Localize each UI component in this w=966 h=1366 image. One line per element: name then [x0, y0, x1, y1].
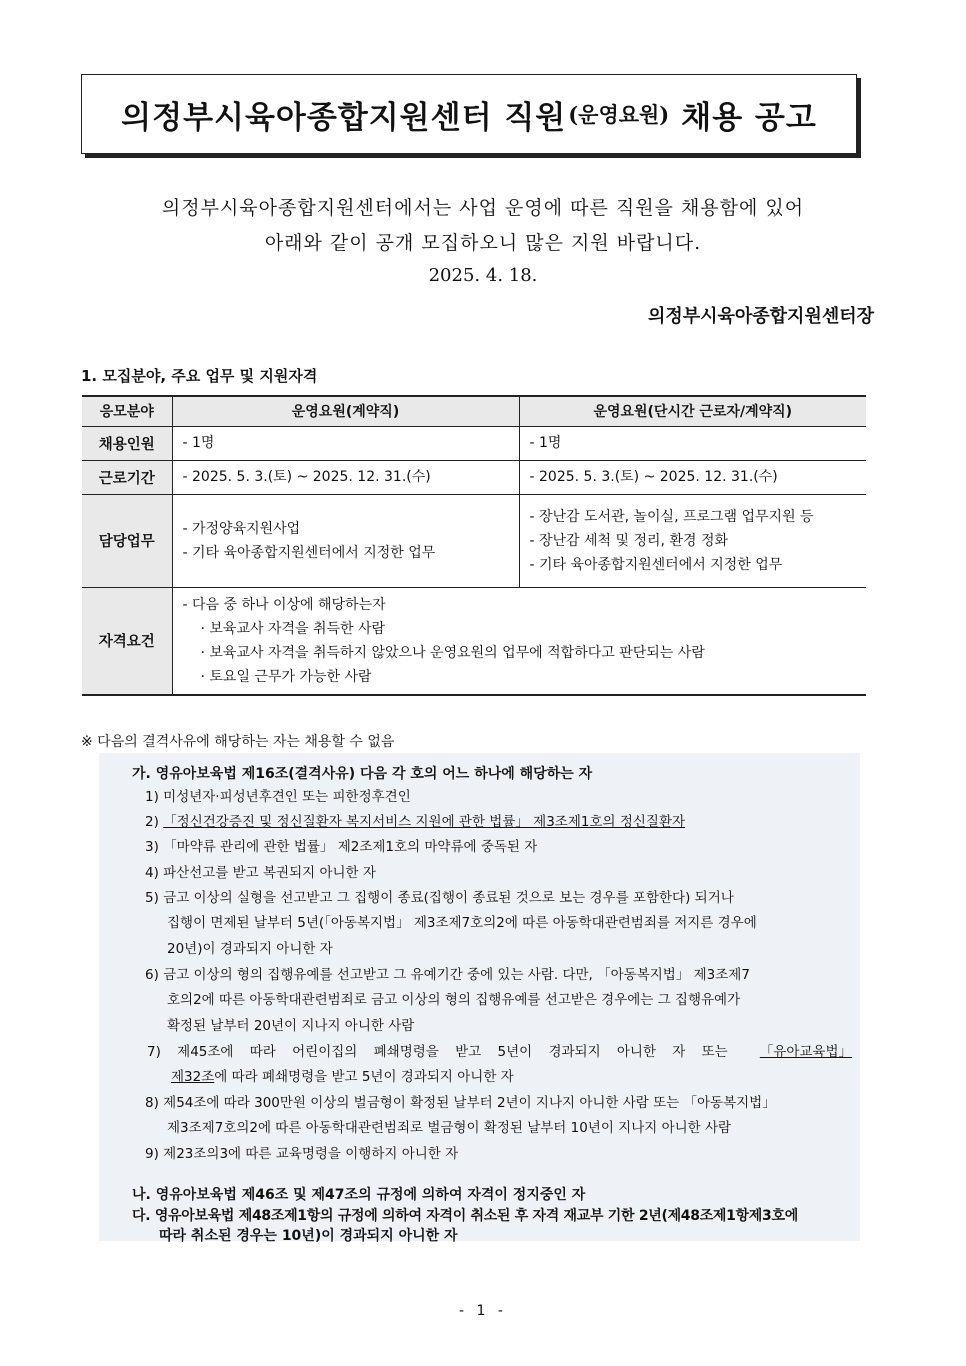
- row-label: 근로기간: [82, 460, 172, 494]
- table-row: [82, 460, 866, 494]
- clause-na: 나. 영유아보육법 제46조 및 제47조의 규정에 의하여 자격이 정지중인 자: [132, 1187, 586, 1203]
- list-item: 6) 금고 이상의 형의 집행유예를 선고받고 그 유예기간 중에 있는 사람. 다만, 「아동복지법」 제3조제7: [145, 967, 750, 983]
- recruitment-table: [82, 395, 866, 696]
- intro-line-2: 아래와 같이 공개 모집하오니 많은 지원 바랍니다.: [264, 232, 702, 254]
- cell: - 2025. 5. 3.(토) ~ 2025. 12. 31.(수): [172, 460, 519, 494]
- list-item-cont: 집행이 면제된 날부터 5년(「아동복지법」 제3조제7호의2에 따른 아동학대관련범죄를 저지른 경우에: [167, 915, 757, 931]
- list-item: 5) 금고 이상의 실형을 선고받고 그 집행이 종료(집행이 종료된 것으로 보는 경우를 포함한다) 되거나: [145, 890, 734, 906]
- list-item: 7) 제45조에 따라 어린이집의 폐쇄명령을 받고 5년이 경과되지 아니한 자 또는 「유아교육법」: [147, 1044, 852, 1060]
- cell: [519, 494, 866, 587]
- cell: - 1명: [172, 426, 519, 460]
- cell-line: - 다음 중 하나 이상에 해당하는자: [182, 596, 386, 613]
- list-item: 2) 「정신건강증진 및 정신질환자 복지서비스 지원에 관한 법률」 제3조제1호의 정신질환자: [145, 814, 686, 830]
- list-item-cont: 제32조에 따라 폐쇄명령을 받고 5년이 경과되지 아니한 자: [171, 1069, 514, 1085]
- cell-line: - 기타 육아종합지원센터에서 지정한 업무: [182, 544, 436, 561]
- cell: - 1명: [519, 426, 866, 460]
- list-item-cont: 확정된 날부터 20년이 지나지 아니한 사람: [167, 1018, 415, 1034]
- cell: [172, 494, 519, 587]
- list-item: 1) 미성년자·피성년후견인 또는 피한정후견인: [145, 789, 411, 805]
- disqualification-note: ※ 다음의 결격사유에 해당하는 자는 채용할 수 없음: [81, 734, 395, 750]
- title-tail: 채용 공고: [681, 99, 817, 136]
- announcement-date: 2025. 4. 18.: [428, 265, 538, 286]
- header-col2: 운영요원(단시간 근로자/계약직): [519, 396, 866, 426]
- cell-line: · 보육교사 자격을 취득한 사람: [200, 620, 386, 637]
- list-item: 4) 파산선고를 받고 복권되지 아니한 자: [145, 865, 376, 881]
- title-paren: (운영요원): [568, 102, 670, 127]
- table-row: [82, 587, 866, 695]
- cell: [172, 587, 866, 695]
- intro-line-1: 의정부시육아종합지원센터에서는 사업 운영에 따른 직원을 채용함에 있어: [161, 197, 805, 219]
- list-item-cont: 20년)이 경과되지 아니한 자: [167, 941, 333, 957]
- cell-line: · 보육교사 자격을 취득하지 않았으나 운영요원의 업무에 적합하다고 판단되는 사람: [200, 644, 705, 661]
- row-label: 자격요건: [82, 587, 172, 695]
- list-item: 8) 제54조에 따라 300만원 이상의 벌금형이 확정된 날부터 2년이 지나지 아니한 사람 또는 「아동복지법」: [145, 1095, 776, 1111]
- page-number: - 1 -: [459, 1303, 507, 1319]
- cell-line: · 토요일 근무가 가능한 사람: [200, 668, 372, 685]
- cell-line: - 가정양육지원사업: [182, 520, 301, 537]
- signer: 의정부시육아종합지원센터장: [647, 306, 874, 327]
- title-box: [81, 74, 857, 154]
- clause-da: 다. 영유아보육법 제48조제1항의 규정에 의하여 자격이 취소된 후 자격 재교부 기한 2년(제48조제1항제3호에: [132, 1208, 798, 1224]
- cell: - 2025. 5. 3.(토) ~ 2025. 12. 31.(수): [519, 460, 866, 494]
- disqualification-box: [99, 753, 860, 1244]
- table-row: [82, 494, 866, 587]
- list-item-cont: 제3조제7호의2에 따른 아동학대관련범죄로 벌금형이 확정된 날부터 10년이 지나지 아니한 사람: [167, 1120, 732, 1136]
- table-row: [82, 426, 866, 460]
- list-item: 3) 「마약류 관리에 관한 법률」 제2조제1호의 마약류에 중독된 자: [145, 839, 538, 855]
- section-title: 1. 모집분야, 주요 업무 및 지원자격: [81, 367, 318, 385]
- cell-line: - 장난감 도서관, 놀이실, 프로그램 업무지원 등: [529, 508, 814, 525]
- table-header-row: [82, 396, 866, 426]
- cell-line: - 장난감 세척 및 정리, 환경 정화: [529, 532, 728, 549]
- list-item: 9) 제23조의3에 따른 교육명령을 이행하지 아니한 자: [145, 1146, 459, 1162]
- title-main: 의정부시육아종합지원센터 직원: [121, 99, 567, 136]
- clause-ga: 가. 영유아보육법 제16조(결격사유) 다음 각 호의 어느 하나에 해당하는 자: [132, 766, 593, 782]
- clause-da-cont: 따라 취소된 경우는 10년)이 경과되지 아니한 자: [159, 1228, 458, 1244]
- row-label: 채용인원: [82, 426, 172, 460]
- header-field: 응모분야: [82, 396, 172, 426]
- row-label: 담당업무: [82, 494, 172, 587]
- cell-line: - 기타 육아종합지원센터에서 지정한 업무: [529, 556, 783, 573]
- header-col1: 운영요원(계약직): [172, 396, 519, 426]
- list-item-cont: 호의2에 따른 아동학대관련범죄로 금고 이상의 형의 집행유예를 선고받은 경우에는 그 집행유예가: [167, 992, 741, 1008]
